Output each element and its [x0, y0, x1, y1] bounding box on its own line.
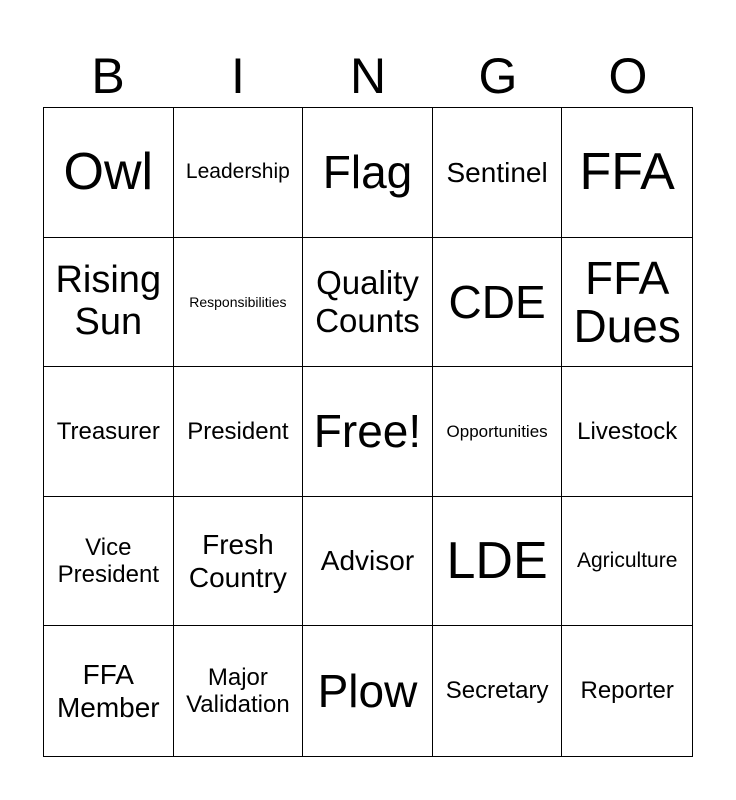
- bingo-cell[interactable]: FFA Member: [44, 626, 174, 756]
- bingo-cell[interactable]: Flag: [303, 108, 433, 238]
- bingo-cell[interactable]: FFA Dues: [562, 238, 692, 368]
- bingo-cell[interactable]: Vice President: [44, 497, 174, 627]
- bingo-cell[interactable]: Reporter: [580, 677, 674, 705]
- bingo-cell[interactable]: Plow: [303, 626, 433, 756]
- free-space-cell[interactable]: Free!: [303, 367, 433, 497]
- bingo-cell[interactable]: Major Validation: [174, 626, 304, 756]
- bingo-cell[interactable]: CDE: [433, 238, 563, 368]
- bingo-header: [43, 46, 693, 106]
- bingo-cell[interactable]: Advisor: [303, 497, 433, 627]
- header-letter-i: I: [231, 48, 245, 104]
- bingo-cell[interactable]: Fresh Country: [174, 497, 304, 627]
- bingo-cell[interactable]: Secretary: [433, 626, 563, 756]
- bingo-cell[interactable]: Owl: [44, 108, 174, 238]
- header-letter-n: N: [349, 48, 387, 104]
- bingo-cell[interactable]: Leadership: [174, 108, 304, 238]
- header-letter-o: O: [608, 48, 648, 104]
- bingo-cell[interactable]: Opportunities: [433, 367, 563, 497]
- bingo-cell[interactable]: Rising Sun: [44, 238, 174, 368]
- bingo-cell[interactable]: Treasurer: [44, 367, 174, 497]
- bingo-cell[interactable]: Livestock: [562, 367, 692, 497]
- bingo-cell[interactable]: Responsibilities: [174, 238, 304, 368]
- bingo-cell[interactable]: LDE: [433, 497, 563, 627]
- header-letter-b: B: [91, 48, 125, 104]
- bingo-board: [43, 107, 693, 757]
- bingo-cell[interactable]: Agriculture: [562, 497, 692, 627]
- bingo-cell[interactable]: FFA: [562, 108, 692, 238]
- bingo-cell[interactable]: Sentinel: [433, 108, 563, 238]
- bingo-cell[interactable]: Quality Counts: [303, 238, 433, 368]
- bingo-cell[interactable]: President: [174, 367, 304, 497]
- header-letter-g: G: [478, 48, 518, 104]
